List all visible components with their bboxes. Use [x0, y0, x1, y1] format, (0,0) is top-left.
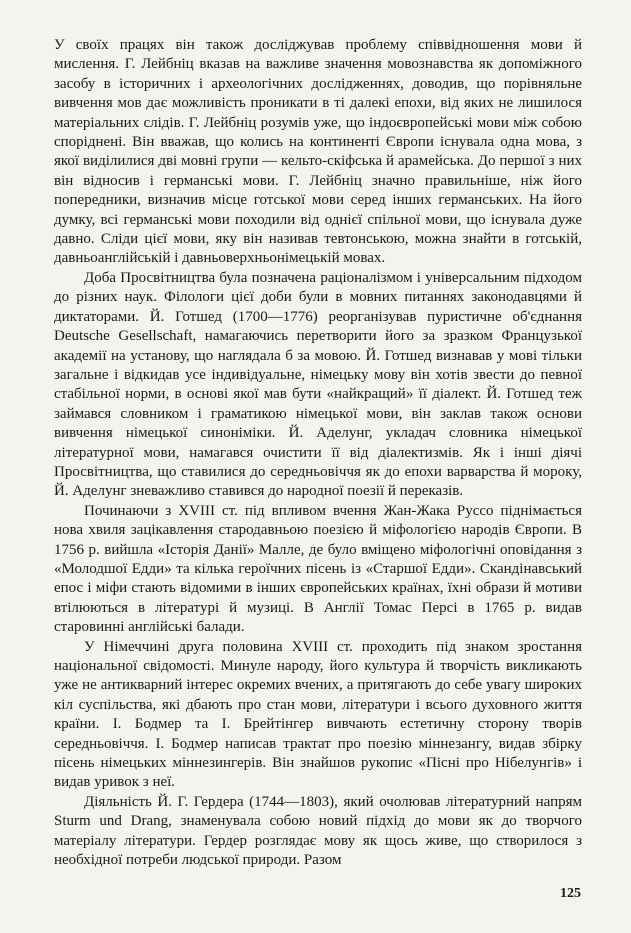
- paragraph-3: Починаючи з XVIII ст. під впливом вчення Жан-Жака Руссо піднімається нова хвиля зацікавлення стародавньою поезією й міфологією народів Європи. В 1756 р. вийшла «Історія Данії» Малле, де було вміщено міфологічні оповідання з «Молодшої Едди» та кілька героїчних пісень із «Старшої Едди». Скандінавський епос і міфи стають відомими в інших європейських країнах, їхні образи й мотиви втілюються в літературі й музиці. В Англії Томас Персі в 1765 р. видав старовинні англійські балади.: [54, 502, 582, 636]
- page-number: 125: [560, 886, 581, 901]
- paragraph-1: У своїх працях він також досліджував проблему співвідношення мови й мислення. Г. Лейбніц вказав на важливе значення мовознавства як допоміжного засобу в історичних і археологічних дослідженнях, доводив, що порівняльне вивчення мов дає можливість проникати в ті далекі епохи, від яких не лишилося матеріальних слідів. Г. Лейбніц розумів уже, що індоєвропейські мови між собою споріднені. Він вважав, що колись на континенті Європи існувала одна мова, з якої виділилися дві мовні групи — кельто-скіфська й арамейська. До першої з них він відносив і германські мови. Г. Лейбніц значно правильніше, ніж його попередники, визначив місце готської мови серед інших германських. На його думку, всі германські мови походили від однієї спільної мови, що існувала дуже давно. Сліди цієї мови, яку він називав тевтонською, можна знайти в готській, давньоанглійській і давньоверхньонімецькій мовах.: [54, 37, 582, 267]
- paragraph-4: У Німеччині друга половина XVIII ст. проходить під знаком зростання національної свідомості. Минуле народу, його культура й творчість викликають уже не антикварний інтерес окремих вчених, а притягають до себе увагу широких кіл суспільства, які дбають про стан мови, літератури і всього духовного життя країни. І. Бодмер та І. Брейтінгер вивчають естетичну сторону творів середньовіччя. І. Бодмер написав трактат про поезію міннезангу, видав збірку пісень німецьких міннезингерів. Він знайшов рукопис «Пісні про Нібелунгів» і видав уривок з неї.: [54, 638, 582, 791]
- paragraph-5: Діяльність Й. Г. Гердера (1744—1803), який очолював літературний напрям Sturm und Drang, знаменувала собою новий підхід до мови як до творчого матеріалу літератури. Гердер розглядає мову як щось живе, що створилося з необхідної потреби людської природи. Разом: [54, 793, 582, 869]
- paragraph-2: Доба Просвітництва була позначена раціоналізмом і універсальним підходом до різних наук. Філологи цієї доби були в мовних питаннях законодавцями й диктаторами. Й. Готшед (1700—1776) реорганізував пуристичне об'єднання Deutsche Gesellschaft, намагаючись перетворити його за зразком Французької академії на установу, що наглядала б за мовою. Й. Готшед визнавав у мові тільки загальне і відкидав усе індивідуальне, німецьку мову він хотів звести до певної стабільної норми, в основі якої мав бути «найкращий» її діалект. Й. Готшед теж займався словником і граматикою німецької мови, він заклав також основи вивчення німецької синоніміки. Й. Аделунг, укладач словника німецької літературної мови, намагався очистити її від діалектизмів. Як і інші діячі Просвітництва, що ставилися до середньовіччя як до епохи варварства й мороку, Й. Аделунг зневажливо ставився до народної поезії й переказів.: [54, 269, 582, 500]
- page-body: [54, 36, 582, 870]
